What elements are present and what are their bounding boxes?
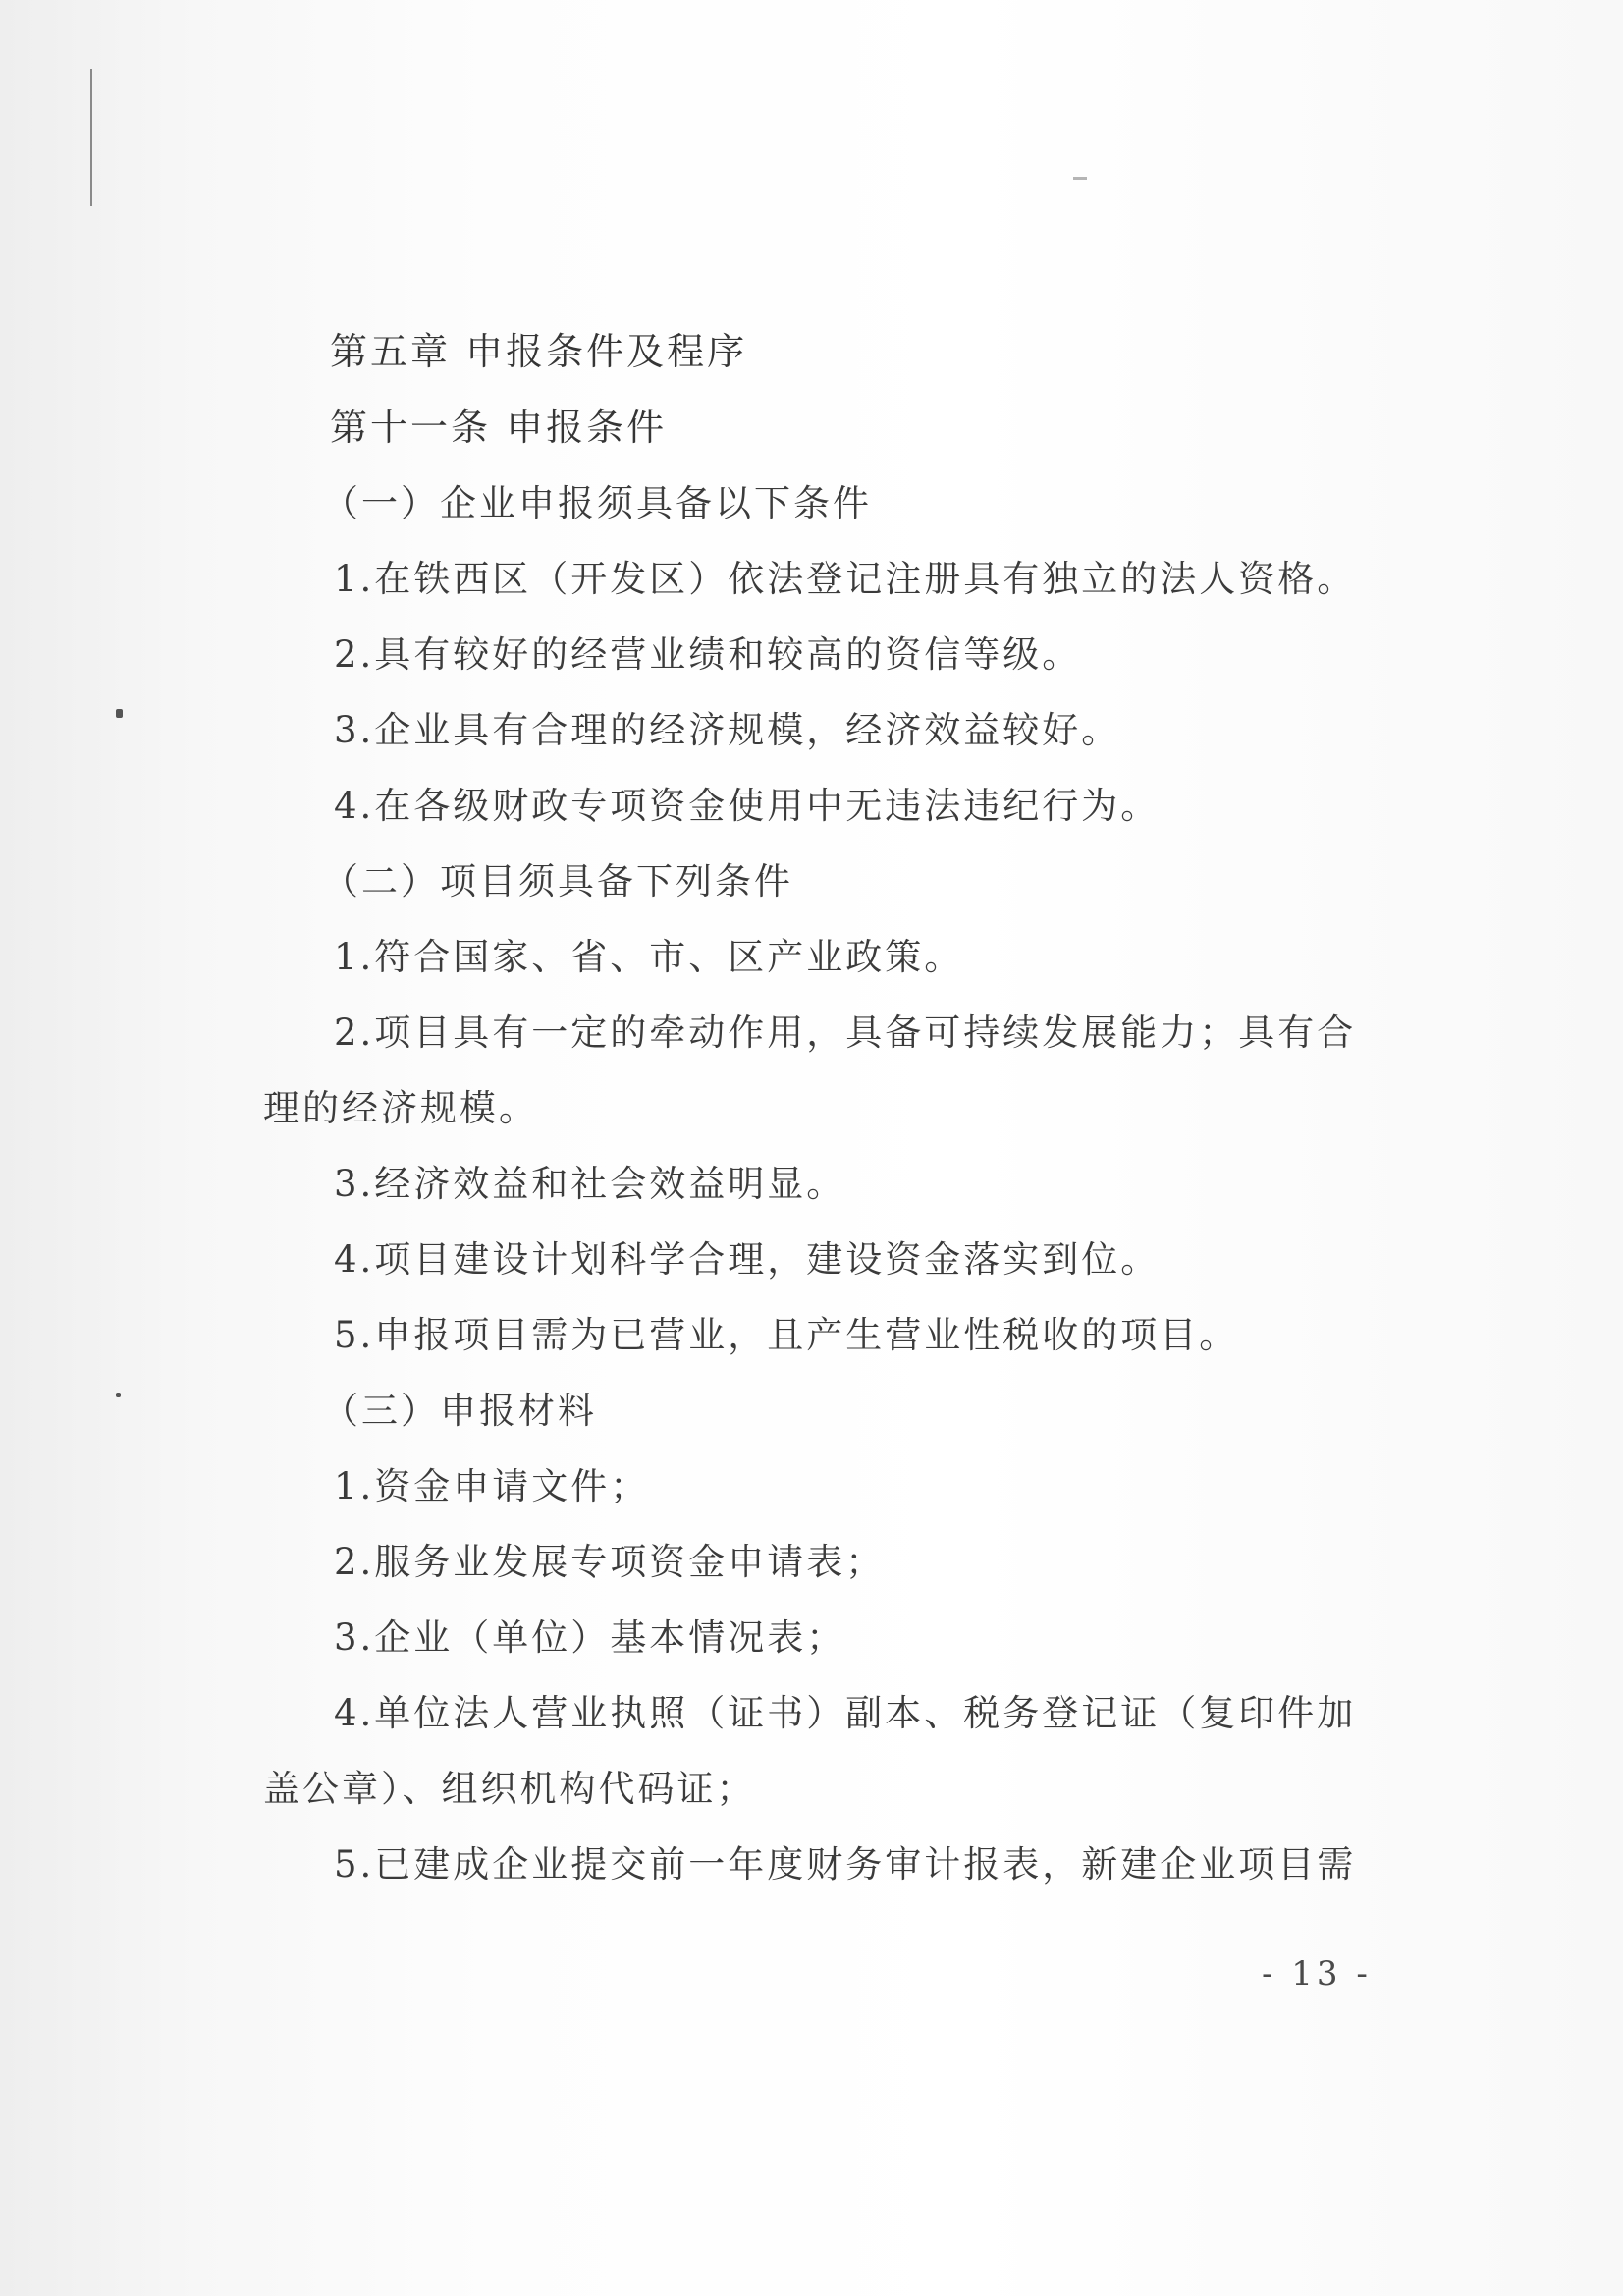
section-heading: （三）申报材料 [322,1390,597,1432]
page-number: - 13 - [1262,1954,1372,1994]
scan-speck [116,709,123,718]
list-item: 5.已建成企业提交前一年度财务审计报表，新建企业项目需 [334,1843,1357,1886]
chapter-title: 第五章 申报条件及程序 [330,330,748,373]
list-item: 2.项目具有一定的牵动作用，具备可持续发展能力；具有合 [334,1011,1357,1054]
list-item: 3.企业具有合理的经济规模，经济效益较好。 [334,709,1121,751]
section-heading: （一）企业申报须具备以下条件 [322,482,872,524]
article-title: 第十一条 申报条件 [330,406,668,449]
list-item: 2.具有较好的经营业绩和较高的资信等级。 [334,633,1082,676]
list-item: 2.服务业发展专项资金申请表； [334,1541,886,1583]
list-item: 4.单位法人营业执照（证书）副本、税务登记证（复印件加 [334,1692,1357,1734]
list-item: 3.经济效益和社会效益明显。 [334,1163,846,1205]
scan-speck [1073,177,1087,180]
list-item-continuation: 盖公章）、组织机构代码证； [263,1768,756,1810]
list-item: 3.企业（单位）基本情况表； [334,1616,846,1659]
list-item: 5.申报项目需为已营业，且产生营业性税收的项目。 [334,1314,1239,1356]
list-item: 4.在各级财政专项资金使用中无违法违纪行为。 [334,785,1161,827]
list-item: 1.符合国家、省、市、区产业政策。 [334,936,964,978]
list-item-continuation: 理的经济规模。 [263,1087,538,1129]
list-item: 1.资金申请文件； [334,1465,650,1507]
list-item: 4.项目建设计划科学合理，建设资金落实到位。 [334,1238,1161,1281]
list-item: 1.在铁西区（开发区）依法登记注册具有独立的法人资格。 [334,558,1357,600]
section-heading: （二）项目须具备下列条件 [322,860,793,902]
document-body [263,314,1407,1902]
scan-edge-mark [90,69,92,206]
scan-speck [116,1393,121,1397]
